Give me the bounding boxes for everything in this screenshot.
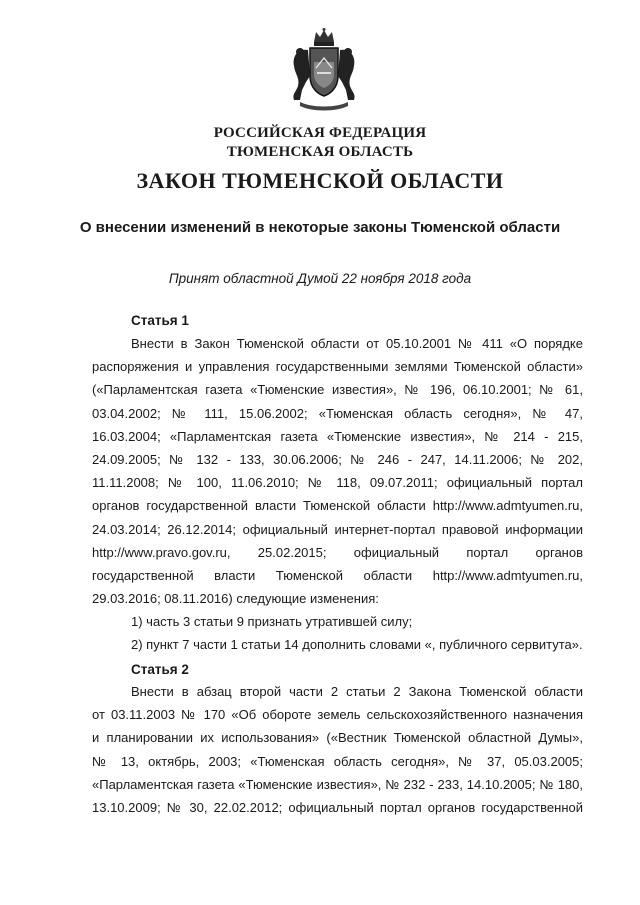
text-line: распоряжения и управления государственными землями Тюменской области» [92,359,583,375]
text-line: 29.03.2016; 08.11.2016) следующие изменения: [92,591,379,607]
region-heading: ТЮМЕНСКАЯ ОБЛАСТЬ [226,144,414,160]
text-line: 24.03.2014; 26.12.2014; официальный интернет-портал правовой информации [92,521,583,537]
adoption-note: Принят областной Думой 22 ноября 2018 года [168,271,472,286]
law-title: ЗАКОН ТЮМЕНСКОЙ ОБЛАСТИ [136,168,504,193]
amendment-item-1: 1) часть 3 статьи 9 признать утратившей силу; [131,614,413,630]
article-2-text [92,680,583,819]
text-line: 13.10.2009; № 30, 22.02.2012; официальный портал органов государственной [92,799,583,815]
article-1-heading: Статья 1 [131,313,189,328]
text-line: и планировании их использования» («Вестник Тюменской областной Думы», [92,730,583,746]
text-line: Внести в абзац второй части 2 статьи 2 Закона Тюменской области [131,684,583,699]
text-line: («Парламентская газета «Тюменские известия», № 196, 06.10.2001; № 61, [92,382,583,398]
article-1-text [92,332,583,657]
text-line: № 13, октябрь, 2003; «Тюменская область сегодня», № 37, 05.03.2005; [92,753,583,769]
text-line: 24.09.2005; № 132 - 133, 30.06.2006; № 246 - 247, 14.11.2006; № 202, [92,451,583,467]
text-line: «Парламентская газета «Тюменские известия», № 232 - 233, 14.10.2005; № 180, [92,776,583,792]
law-subject: О внесении изменений в некоторые законы Тюменской области [79,219,561,236]
coat-of-arms-icon [286,28,362,112]
text-line: органов государственной власти Тюменской области http://www.admtyumen.ru, [92,498,583,514]
article-2-heading: Статья 2 [131,662,189,677]
text-line: 16.03.2004; «Парламентская газета «Тюменские известия», № 214 - 215, [92,428,583,444]
country-heading: РОССИЙСКАЯ ФЕДЕРАЦИЯ [213,125,427,141]
text-line: 11.11.2008; № 100, 11.06.2010; № 118, 09.07.2011; официальный портал [92,475,583,491]
text-line: http://www.pravo.gov.ru, 25.02.2015; официальный портал органов [92,544,583,560]
text-line: государственной власти Тюменской области http://www.admtyumen.ru, [92,567,583,583]
text-line: Внести в Закон Тюменской области от 05.10.2001 № 411 «О порядке [131,336,583,351]
text-line: от 03.11.2003 № 170 «Об обороте земель сельскохозяйственного назначения [92,707,583,723]
text-line: 03.04.2002; № 111, 15.06.2002; «Тюменская область сегодня», № 47, [92,405,583,421]
amendment-item-2: 2) пункт 7 части 1 статьи 14 дополнить словами «, публичного сервитута». [131,637,583,653]
